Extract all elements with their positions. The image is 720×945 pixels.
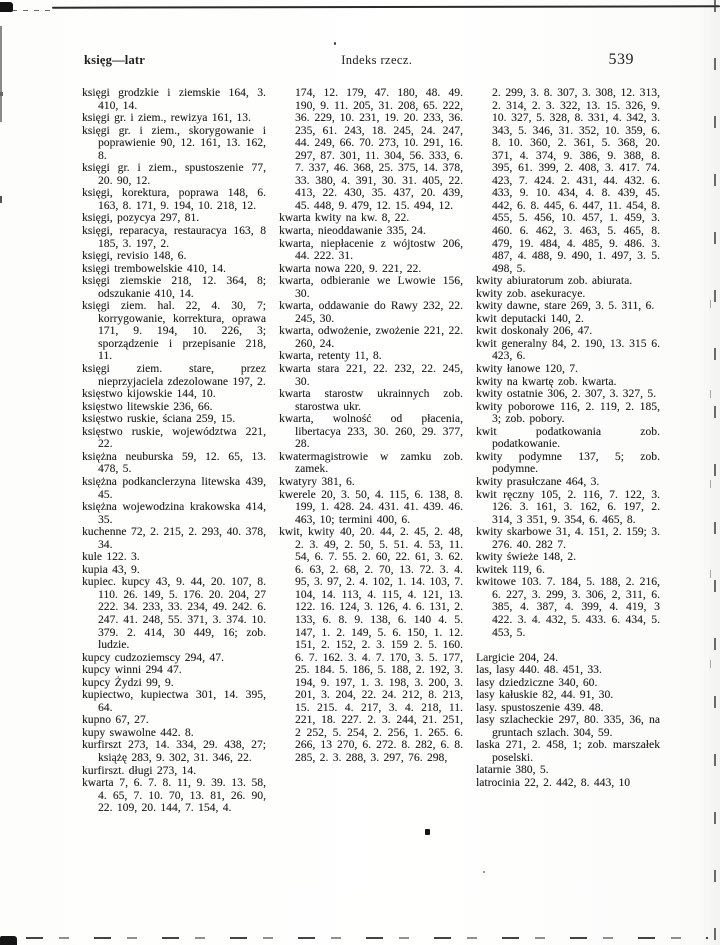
scan-artifact-bottom-rule [26, 937, 708, 939]
index-entry: kwity prasułczane 464, 3. [476, 475, 600, 488]
index-entry: księgi, pozycya 297, 81. [82, 212, 200, 225]
index-entry: księżna podkanclerzyna litewska 439, 45. [82, 475, 266, 501]
index-entry: latrocinia 22, 2. 442, 8. 443, 10 [476, 777, 631, 790]
index-entry: kwit podatkowania zob. podatkowanie. [476, 425, 660, 451]
index-entry: księstwo litewskie 236, 66. [82, 400, 213, 413]
index-entry: kwity zob. asekuracye. [476, 287, 586, 300]
index-entry: kule 122. 3. [82, 551, 140, 564]
index-entry: kupno 67, 27. [82, 714, 149, 727]
index-entry: kwitowe 103. 7. 184, 5. 188, 2. 216, 6. 227, 3. 299, 3. 306, 2, 311, 6. 385, 4. 387, 4. 399, 4. 419, 3 422. 3. 4. 432, 5. 433. 6. 434, 5. 453, 5. [476, 576, 660, 639]
index-entry: kwit doskonały 206, 47. [476, 325, 593, 338]
scan-artifact-top-dashes [12, 10, 54, 11]
running-head-title: Indeks rzecz. [341, 53, 413, 67]
scan-artifact-bottom-left-blot [0, 936, 17, 945]
index-entry: księgi ziemskie 218, 12. 364, 8; odszukanie 410, 14. [82, 275, 266, 300]
index-entry: kwerele 20, 3. 50, 4. 115, 6. 138, 8. 199, 1. 428. 24. 431. 41. 439. 46. 463, 10; termini 400, 6. [279, 488, 463, 526]
index-entry: kwatermagistrowie w zamku zob. zamek. [279, 450, 463, 476]
index-entry: księgi trembowelskie 410, 14. [82, 262, 226, 275]
index-entry: kwarta, niepłacenie z wójtostw 206, 44. 222. 31. [279, 237, 463, 263]
index-entry: Largicie 204, 24. [476, 651, 558, 664]
page-number: 539 [608, 51, 634, 68]
index-entry: kurfirszt 273, 14. 334, 29. 438, 27; książę 283, 9. 302, 31. 346, 22. [82, 739, 266, 764]
index-entry: kwarta nowa 220, 9. 221, 22. [279, 262, 422, 275]
scan-artifact-speck [483, 871, 485, 873]
index-entry: lasy kałuskie 82, 44. 91, 30. [476, 689, 614, 702]
scan-artifact-left-dash [0, 92, 3, 96]
index-entry: kwit generalny 84, 2. 190, 13. 315 6. 423, 6. [476, 337, 660, 363]
index-entry: księgi gr. i ziem., spustoszenie 77, 20. 90, 12. [82, 162, 266, 187]
index-entry: kwit, kwity 40, 20. 44, 2. 45, 2. 48, 2. 3. 49, 2. 50, 5. 51. 4. 53, 11. 54, 6. 7. 55. 2. 60, 22. 61, 3. 62. 6. 63, 2. 68, 2. 70, 13. 72. 3. 4. 95, 3. 97, 2. 4. 102, 1. 14. 103, 7. 104, 14. 113, 4. 115, 4. 121, 13. 122. 16. 124, 3. 126, 4. 6. 131, 2. 133, 6. 8. 9. 138, 6. 140 4. 5. 147, 1. 2. 149, 5. 6. 150, 1. 12. 151, 2. 152, 2. 3. 159 2. 5. 160. 6. 7. 162. 3. 4. 7. 170, 3. 5. 177, 25. 184. 5. 186, 5. 188, 2. 192, 3. 194, 9. 197, 1. 3. 198, 3. 200, 3. 201, 3. 204, 22. 24. 212, 8. 213, 15. 215. 4. 217, 3. 4. 218, 11. 221, 18. 227. 2. 3. 244, 21. 251, 2 252, 5. 254, 2. 256, 1. 265. 6. 266, 13 270, 6. 272. 8. 282, 6. 8. 285, 2. 3. 288, 3. 297, 76. 298, [279, 526, 463, 764]
index-entry: laska 271, 2. 458, 1; zob. marszałek poselski. [476, 739, 660, 764]
index-entry: kwit deputacki 140, 2. [476, 312, 584, 325]
index-entry: kwatyry 381, 6. [279, 475, 355, 488]
index-entry: księżna wojewodzina krakowska 414, 35. [82, 501, 266, 526]
index-columns [82, 87, 660, 815]
index-entry: lasy szlacheckie 297, 80. 335, 36, na gruntach szlach. 304, 59. [476, 714, 660, 739]
index-entry: kupiec. kupcy 43, 9. 44, 20. 107, 8. 110. 26. 149, 5. 176. 20. 204, 27 222. 34. 233, 33. 234, 49. 242. 6. 247. 41. 248, 55. 371, 3. 374. 10. 379. 2. 414, 30 449, 16; zob. ludzie. [82, 576, 266, 652]
index-entry: kwity abiuratorum zob. abiurata. [476, 275, 633, 288]
index-entry: kwarta starostw ukrainnych zob. starostwa ukr. [279, 388, 463, 413]
index-entry: księgi gr. i ziem., skorygowanie i poprawienie 90, 12. 161, 13. 162, 8. [82, 124, 266, 162]
index-entry: księstwo ruskie, ściana 259, 15. [82, 413, 236, 426]
scan-artifact-right-edge-dashes [710, 300, 711, 700]
index-entry: księgi ziem. hal. 22, 4. 30, 7; korrygowanie, korrektura, oprawa 171, 9. 194, 10. 226, 3; sporządzenie i przepisanie 218, 11. [82, 300, 266, 363]
index-column-left [82, 87, 266, 815]
running-head-keyword-range: księg—latr [84, 53, 146, 67]
index-entry: kwit ręczny 105, 2. 116, 7. 122, 3. 126. 3. 161, 3. 162, 6. 197, 2. 314, 3 351, 9. 354, 6. 465, 8. [476, 488, 660, 526]
scan-artifact-top-rule [52, 5, 720, 8]
index-entry: kwity dawne, stare 269, 3. 5. 311, 6. [476, 300, 655, 313]
index-entry: księgi ziem. stare, przez nieprzyjaciela zdezolowane 197, 2. [82, 363, 266, 388]
index-entry: kwity skarbowe 31, 4. 151, 2. 159; 3. 276. 40. 282 7. [476, 526, 660, 551]
index-entry: kwarta, wolność od płacenia, libertacya 233, 30. 260, 29. 377, 28. [279, 413, 463, 451]
index-entry: kurfirszt. długi 273, 14. [82, 764, 197, 777]
index-column-right [476, 87, 660, 815]
index-column-middle [279, 87, 463, 815]
index-entry: księgi, reparacya, restauracya 163, 8 185, 3. 197, 2. [82, 225, 266, 250]
index-entry: kwarta, odbieranie we Lwowie 156, 30. [279, 275, 463, 300]
index-entry: księgi, korektura, poprawa 148, 6. 163, 8. 171, 9. 194, 10. 218, 12. [82, 187, 266, 212]
index-entry: lasy. spustoszenie 439. 48. [476, 701, 604, 714]
index-entry: kupia 43, 9. [82, 563, 140, 576]
index-entry: kupy swawolne 442. 8. [82, 726, 194, 739]
page-header [84, 51, 634, 69]
index-entry: kwarta, odwożenie, zwożenie 221, 22. 260, 24. [279, 325, 463, 350]
index-entry: kwity łanowe 120, 7. [476, 363, 578, 376]
index-entry: latarnie 380, 5. [476, 764, 549, 777]
index-entry: kuchenne 72, 2. 215, 2. 293, 40. 378, 34. [82, 526, 266, 551]
index-entry: kwarta, oddawanie do Rawy 232, 22. 245, 30. [279, 300, 463, 325]
index-entry: kwity na kwartę zob. kwarta. [476, 375, 617, 388]
index-entry: księstwo ruskie, województwa 221, 22. [82, 425, 266, 451]
index-entry: księgi grodzkie i ziemskie 164, 3. 410, 14. [82, 87, 266, 112]
index-entry: kwarta stara 221, 22. 232, 22. 245, 30. [279, 363, 463, 388]
index-entry: kwitek 119, 6. [476, 563, 545, 576]
index-entry: kwity ostatnie 306, 2. 307, 3. 327, 5. [476, 388, 657, 401]
index-entry: kupiectwo, kupiectwa 301, 14. 395, 64. [82, 689, 266, 714]
scan-artifact-ink-blot [425, 829, 430, 835]
index-entry: 174, 12. 179, 47. 180, 48. 49. 190, 9. 11. 205, 31. 208, 65. 222, 36. 229, 10. 231, 19. 20. 233, 36. 235, 61. 243, 18. 245, 24. 247, 44. 249, 66. 70. 273, 10. 291, 16. 297, 87. 301, 11. 304, 56. 333, 6. 7. 337, 46. 368, 25. 375, 14. 378, 33. 380, 4. 391, 30. 31. 405, 22. 413, 22. 430, 35. 437, 20. 439, 45. 448, 9. 479, 12. 15. 494, 12. [295, 87, 463, 212]
index-entry: las, lasy 440. 48. 451, 33. [476, 664, 602, 677]
scan-artifact-left-edge-line [0, 26, 2, 122]
index-entry: kwarta, retenty 11, 8. [279, 350, 382, 363]
index-entry: kwarta kwity na kw. 8, 22. [279, 212, 410, 225]
index-entry: kwity poborowe 116, 2. 119, 2. 185, 3; zob. pobory. [476, 400, 660, 426]
index-entry: kwarta, nieoddawanie 335, 24. [279, 225, 426, 238]
index-entry: kupcy Żydzi 99, 9. [82, 676, 174, 689]
index-entry: kupcy winni 294 47. [82, 664, 182, 677]
index-entry: lasy dziedziczne 340, 60. [476, 676, 598, 689]
index-entry: kwarta 7, 6. 7. 8. 11, 9. 39. 13. 58, 4. 65, 7. 10. 70, 13. 81, 26. 90, 22. 109, 20. 144, 7. 154, 4. [82, 777, 266, 815]
index-entry: 2. 299, 3. 8. 307, 3. 308, 12. 313, 2. 314, 2. 3. 322, 13. 15. 326, 9. 10. 327, 5. 328, 8. 331, 4. 342, 3. 343, 5. 346, 31. 352, 10. 359, 6. 8. 10. 360, 2. 361, 5. 368, 20. 371, 4. 374, 9. 386, 9. 388, 8. 395, 61. 399, 2. 408, 3. 417. 74. 423, 7. 424. 2. 431, 44. 432. 6. 433, 9. 10. 434, 4. 8. 439, 45. 442, 6. 8. 445, 6. 447, 11. 454, 8. 455, 5. 456, 10. 457, 1. 459, 3. 460. 6. 462, 3. 463, 5. 465, 8. 479, 19. 484, 4. 485, 9. 486. 3. 487, 4. 488, 9. 490, 1. 497, 3. 5. 498, 5. [492, 87, 660, 275]
scan-artifact-left-dash [0, 196, 2, 203]
scan-artifact-speck [334, 42, 336, 45]
index-entry: księgi gr. i ziem., rewizya 161, 13. [82, 112, 251, 125]
index-entry: kwity podymne 137, 5; zob. podymne. [476, 450, 660, 476]
index-entry: kupcy cudzoziemscy 294, 47. [82, 651, 224, 664]
scan-artifact-top-left-blot [0, 2, 13, 12]
index-entry: księgi, revisio 148, 6. [82, 250, 187, 263]
scan-artifact-right-edge-dashes [714, 0, 716, 945]
index-entry: księżna neuburska 59, 12. 65, 13. 478, 5. [82, 450, 266, 476]
index-entry: księstwo kijowskie 144, 10. [82, 388, 216, 401]
index-entry: kwity świeże 148, 2. [476, 551, 577, 564]
